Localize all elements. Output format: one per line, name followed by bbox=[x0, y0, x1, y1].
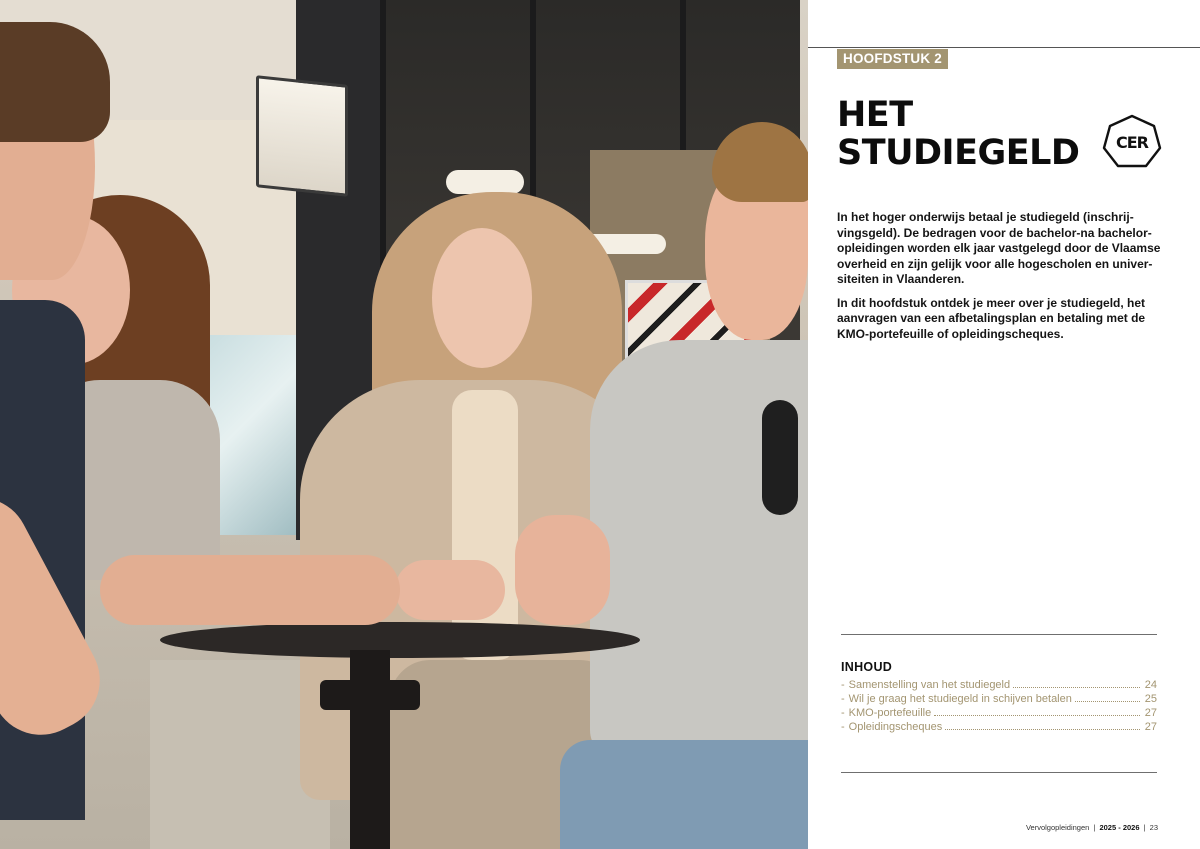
toc-item[interactable]: - Opleidingscheques 27 bbox=[841, 721, 1157, 733]
toc-leader bbox=[1075, 701, 1140, 702]
photo-wall-lamp bbox=[256, 75, 348, 197]
inhoud-title: INHOUD bbox=[841, 660, 893, 674]
inhoud-bottom-divider bbox=[841, 772, 1157, 773]
toc-item-label: KMO-portefeuille bbox=[848, 707, 932, 719]
person-hands bbox=[395, 560, 505, 620]
toc-item-page: 27 bbox=[1144, 721, 1157, 733]
footer-publication: Vervolgopleidingen bbox=[1025, 823, 1090, 832]
logo-text: CER bbox=[1116, 132, 1148, 152]
person-legs bbox=[560, 740, 808, 849]
toc-leader bbox=[1013, 687, 1140, 688]
intro-paragraph-2: In dit hoofdstuk ontdek je meer over je studiegeld, het aanvragen van een afbetalingsplan en betaling met de KMO-portefeuille of opleidingscheques. bbox=[837, 295, 1146, 341]
footer-year: 2025 - 2026 bbox=[1099, 823, 1140, 832]
photo-ceiling-light bbox=[446, 170, 524, 194]
table-top bbox=[160, 622, 640, 658]
top-divider bbox=[808, 47, 1200, 48]
table-leg bbox=[350, 650, 390, 849]
toc-leader bbox=[945, 729, 1140, 730]
chapter-badge: HOOFDSTUK 2 bbox=[837, 49, 948, 69]
toc-item-page: 27 bbox=[1144, 707, 1157, 719]
toc-item-page: 25 bbox=[1144, 693, 1157, 705]
person-hands bbox=[515, 515, 610, 625]
person-face bbox=[432, 228, 532, 368]
toc-item-page: 24 bbox=[1144, 679, 1157, 691]
toc-item-label: Wil je graag het studiegeld in schijven betalen bbox=[848, 693, 1072, 705]
toc-item-label: Opleidingscheques bbox=[848, 721, 943, 733]
toc-item[interactable]: - KMO-portefeuille 27 bbox=[841, 707, 1157, 719]
footer-page-number: 23 bbox=[1149, 823, 1158, 832]
toc-item[interactable]: - Wil je graag het studiegeld in schijven betalen 25 bbox=[841, 693, 1157, 705]
page-title bbox=[837, 96, 1079, 172]
intro-paragraph-1: In het hoger onderwijs betaal je studiegeld (inschrij- vingsgeld). De bedragen voor de bachelor-na bachelor- opleidingen worden elk jaar vastgelegd door de Vlaamse overheid en zijn gelijk voor alle hogescholen en univer- siteiten in Vlaanderen. bbox=[837, 210, 1161, 286]
inhoud-top-divider bbox=[841, 634, 1157, 635]
toc-item[interactable]: - Samenstelling van het studiegeld 24 bbox=[841, 679, 1157, 691]
intro-text bbox=[837, 210, 1167, 342]
toc-leader bbox=[934, 715, 1140, 716]
page-title-line2: STUDIEGELD bbox=[837, 133, 1080, 173]
sunglasses bbox=[762, 400, 798, 515]
person-arm bbox=[100, 555, 400, 625]
toc-item-label: Samenstelling van het studiegeld bbox=[848, 679, 1011, 691]
page-title-line1: HET bbox=[837, 95, 913, 135]
table-of-contents bbox=[841, 679, 1157, 735]
page-footer: Vervolgopleidingen | 2025 - 2026 | 23 bbox=[1025, 823, 1158, 832]
person-hair bbox=[0, 22, 110, 142]
